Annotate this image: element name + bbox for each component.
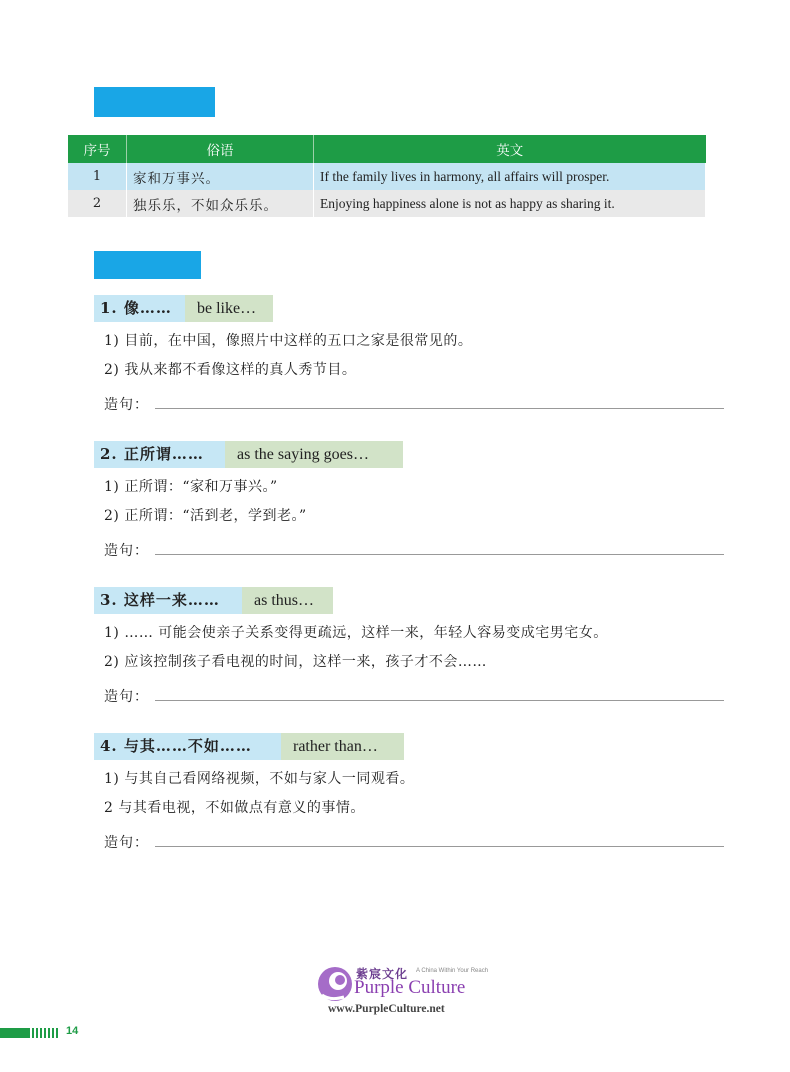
header-english: 英文 [314,135,706,163]
row-number: 2 [68,190,127,217]
write-line[interactable] [155,407,724,409]
row-proverb: 独乐乐，不如众乐乐。 [127,190,314,217]
sentence-writing-area[interactable] [94,823,724,852]
footer-solid-bar [0,1028,30,1038]
grammar-section-1 [94,295,724,414]
write-label: 造句： [104,689,149,705]
example-sentence: 1) 与其自己看网络视频，不如与家人一同观看。 [104,771,415,787]
sentence-writing-area[interactable] [94,531,724,560]
header-number: 序号 [68,135,127,163]
grammar-pattern-en: as thus… [242,587,333,614]
grammar-section-4 [94,733,724,852]
publisher-logo [316,963,496,1023]
logo-brand-name: Purple Culture [354,977,466,998]
grammar-pattern-en: as the saying goes… [225,441,403,468]
section-tag-grammar [94,251,201,279]
grammar-pattern-zh: 2. 正所谓…… [94,441,225,468]
grammar-section-2 [94,441,724,560]
row-proverb: 家和万事兴。 [127,163,314,190]
grammar-pattern-en: be like… [185,295,273,322]
header-proverb: 俗语 [127,135,314,163]
write-line[interactable] [155,553,724,555]
logo-url: www.PurpleCulture.net [328,1003,445,1015]
example-sentence: 2 与其看电视，不如做点有意义的事情。 [104,800,365,816]
grammar-heading [94,733,724,760]
write-label: 造句： [104,543,149,559]
write-line[interactable] [155,699,724,701]
section-tag-proverbs [94,87,215,117]
page-number: 14 [66,1025,79,1037]
grammar-pattern-en: rather than… [281,733,404,760]
logo-chinese-name: 紫宸文化 [356,967,409,981]
grammar-pattern-zh: 4. 与其……不如…… [94,733,281,760]
row-english: If the family lives in harmony, all affairs will prosper. [314,163,706,190]
grammar-pattern-zh: 1. 像…… [94,295,185,322]
footer-decoration [0,1028,60,1038]
row-english: Enjoying happiness alone is not as happy as sharing it. [314,190,706,217]
example-sentence: 1) 正所谓：“家和万事兴。” [104,479,278,495]
write-label: 造句： [104,397,149,413]
grammar-heading [94,441,724,468]
sentence-writing-area[interactable] [94,677,724,706]
logo-tagline: A China Within Your Reach [416,968,489,974]
table-row [68,190,706,217]
example-sentence: 2) 正所谓：“活到老，学到老。” [104,508,307,524]
grammar-pattern-zh: 3. 这样一来…… [94,587,242,614]
grammar-heading [94,587,724,614]
grammar-heading [94,295,724,322]
write-label: 造句： [104,835,149,851]
example-sentence: 2) 应该控制孩子看电视的时间，这样一来，孩子才不会…… [104,654,487,670]
example-sentence: 1) …… 可能会使亲子关系变得更疏远，这样一来，年轻人容易变成宅男宅女。 [104,625,608,641]
write-line[interactable] [155,845,724,847]
footer-stripes [32,1028,60,1038]
grammar-section-3 [94,587,724,706]
example-sentence: 1) 目前，在中国，像照片中这样的五口之家是很常见的。 [104,333,473,349]
table-row [68,163,706,190]
row-number: 1 [68,163,127,190]
sentence-writing-area[interactable] [94,385,724,414]
proverbs-table [68,135,706,217]
table-header-row [68,135,706,163]
purple-culture-logo-icon [316,965,354,1003]
example-sentence: 2) 我从来都不看像这样的真人秀节目。 [104,362,357,378]
